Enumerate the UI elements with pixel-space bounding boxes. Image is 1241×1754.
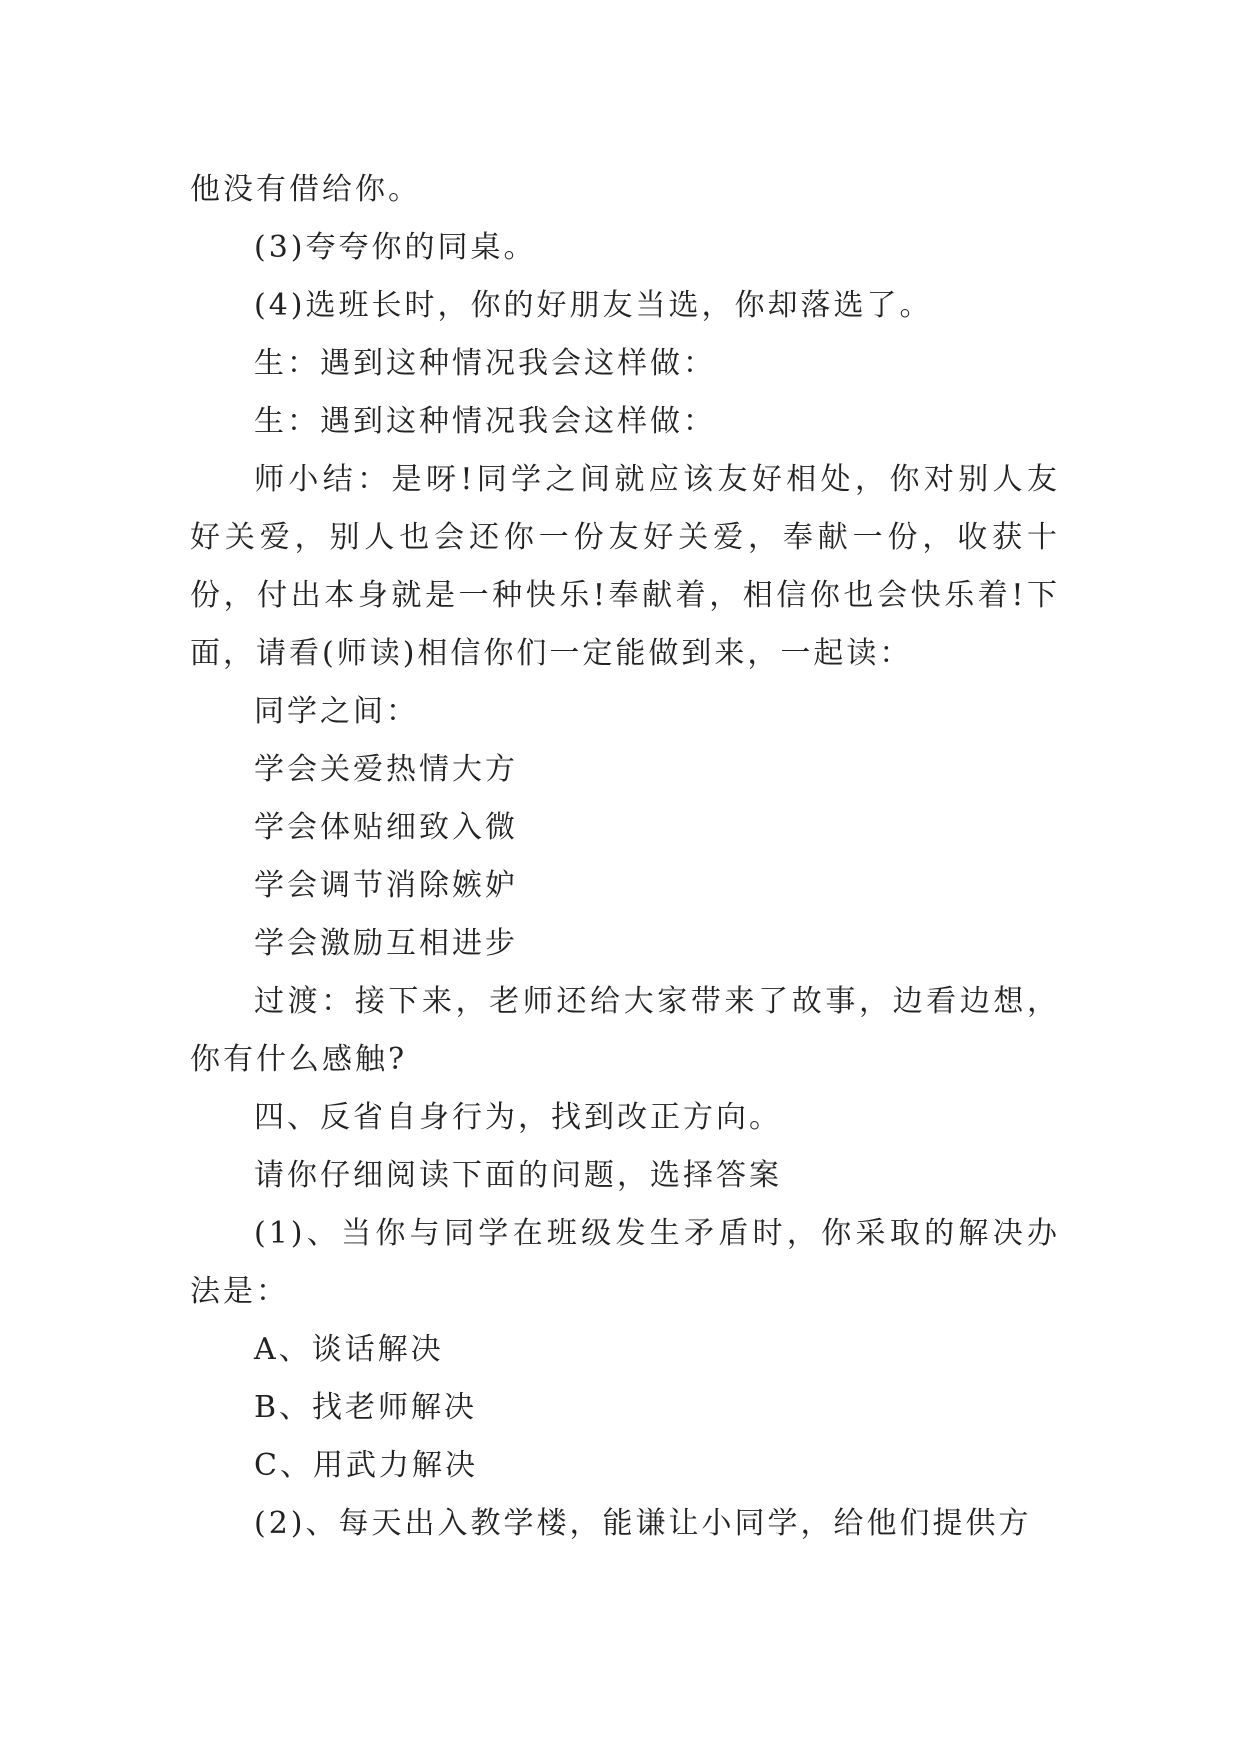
paragraph: 学会调节消除嫉妒 <box>254 868 518 903</box>
paragraph: 师小结：是呀!同学之间就应该友好相处，你对别人友好关爱，别人也会还你一份友好关爱，奉献一份，收获十份，付出本身就是一种快乐!奉献着，相信你也会快乐着!下面，请看(师读)相信你们一定能做到来，一起读： <box>190 462 1060 671</box>
paragraph: (4)选班长时，你的好朋友当选，你却落选了。 <box>254 288 933 323</box>
section-heading: 四、反省自身行为，找到改正方向。 <box>254 1100 782 1135</box>
paragraph: 请你仔细阅读下面的问题，选择答案 <box>254 1158 782 1193</box>
question: (1)、当你与同学在班级发生矛盾时，你采取的解决办法是： <box>190 1216 1060 1309</box>
paragraph: 生：遇到这种情况我会这样做： <box>254 346 716 381</box>
paragraph: 他没有借给你。 <box>190 172 421 207</box>
paragraph: 生：遇到这种情况我会这样做： <box>254 404 716 439</box>
answer-option: B、找老师解决 <box>254 1390 478 1425</box>
paragraph: 过渡：接下来，老师还给大家带来了故事，边看边想，你有什么感触? <box>190 984 1060 1077</box>
question: (2)、每天出入教学楼，能谦让小同学，给他们提供方 <box>254 1506 1032 1541</box>
paragraph: 学会关爱热情大方 <box>254 752 518 787</box>
answer-option: A、谈话解决 <box>254 1332 444 1367</box>
paragraph: 学会体贴细致入微 <box>254 810 518 845</box>
document-body <box>190 161 1060 1553</box>
paragraph: (3)夸夸你的同桌。 <box>254 230 537 265</box>
paragraph: 学会激励互相进步 <box>254 926 518 961</box>
paragraph: 同学之间： <box>254 694 419 729</box>
answer-option: C、用武力解决 <box>254 1448 478 1483</box>
